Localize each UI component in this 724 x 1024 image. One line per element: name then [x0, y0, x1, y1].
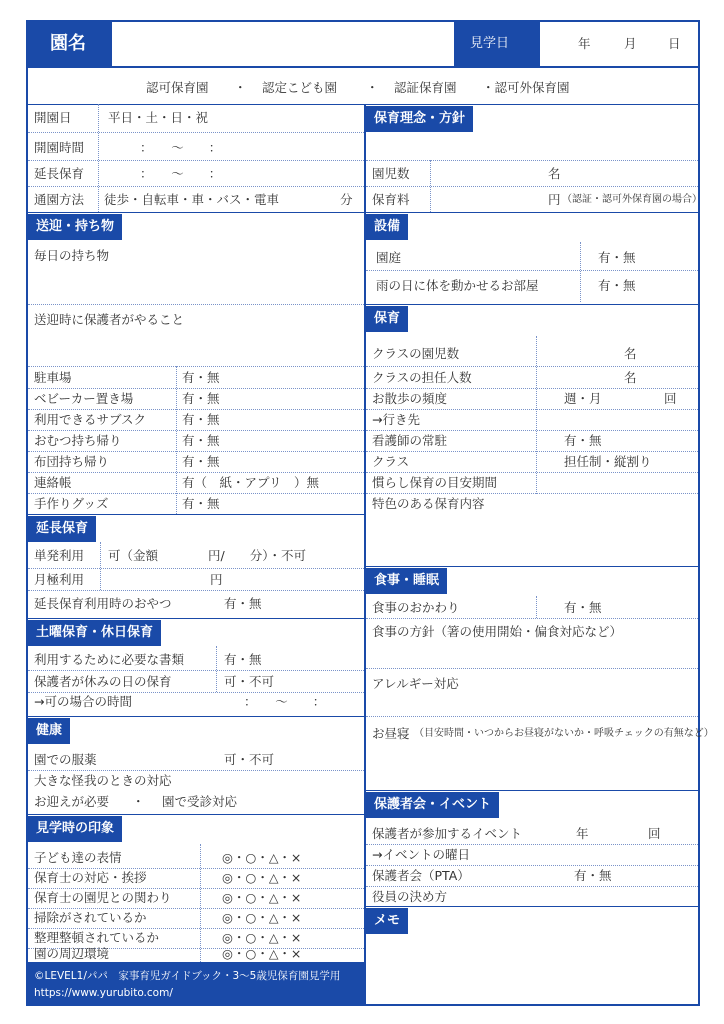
- divider: [28, 104, 698, 105]
- row-line: [28, 670, 364, 671]
- pta-section-header: 保護者会・イベント: [366, 792, 499, 818]
- meal-section-header: 食事・睡眠: [366, 568, 447, 594]
- row-line: [28, 366, 364, 367]
- row-line: [28, 568, 364, 569]
- class-style-value[interactable]: 担任制・縦割り: [564, 454, 652, 469]
- pickup-needed-option[interactable]: お迎えが必要: [34, 794, 110, 809]
- fee-label: 保育料: [372, 192, 410, 207]
- walk-value[interactable]: 週・月: [564, 391, 602, 406]
- open-days-value[interactable]: 平日・土・日・祝: [108, 110, 209, 125]
- footer-credit: ©LEVEL1/パパ 家事育児ガイドブック・3～5歳児保育園見学用: [34, 970, 341, 982]
- extended-hours-value[interactable]: ： ～ ：: [140, 166, 222, 181]
- pickup-row-value[interactable]: 有・無: [182, 370, 220, 385]
- seconds-label: 食事のおかわり: [372, 600, 460, 615]
- daily-items-label: 毎日の持ち物: [34, 248, 110, 263]
- pickup-row-label: おむつ持ち帰り: [34, 433, 122, 448]
- divider: [28, 514, 364, 515]
- memo-section-header: メモ: [366, 908, 408, 934]
- visit-date-label: 見学日: [470, 36, 510, 51]
- medicine-label: 園での服薬: [34, 752, 97, 767]
- garden-value[interactable]: 有・無: [598, 250, 636, 265]
- row-line: [28, 132, 364, 133]
- single-use-value[interactable]: 可（金額 円/ 分）・不可: [108, 548, 306, 563]
- col-line: [100, 542, 101, 590]
- impression-row-label: 整理整頓されているか: [34, 930, 160, 945]
- injury-label: 大きな怪我のときの対応: [34, 773, 172, 788]
- snack-value[interactable]: 有・無: [224, 596, 262, 611]
- class-teachers-unit: 名: [624, 370, 637, 385]
- garden-label: 園庭: [376, 250, 402, 265]
- pickup-row-label: 利用できるサブスク: [34, 412, 147, 427]
- events-unit: 回: [648, 826, 661, 841]
- nap-note: （目安時間・いつからお昼寝がないか・呼吸チェックの有無など）: [414, 728, 714, 739]
- impression-row-label: 保育士の対応・挨拶: [34, 870, 147, 885]
- row-line: [366, 186, 698, 187]
- open-days-label: 開園日: [34, 110, 72, 125]
- nurse-label: 看護師の常駐: [372, 433, 448, 448]
- impression-row-rating[interactable]: ◎・○・△・×: [222, 890, 302, 905]
- pickup-row-value[interactable]: 有・無: [182, 433, 220, 448]
- fee-note: （認証・認可外保育園の場合）: [562, 194, 702, 205]
- row-line: [366, 716, 698, 717]
- fee-unit: 円: [548, 192, 561, 207]
- col-line: [430, 160, 431, 212]
- col-line: [176, 366, 177, 514]
- hours-label: 開園時間: [34, 140, 85, 155]
- impression-row-rating[interactable]: ◎・○・△・×: [222, 910, 302, 925]
- class-children-label: クラスの園児数: [372, 346, 460, 361]
- class-children-unit: 名: [624, 346, 637, 361]
- extended-hours-label: 延長保育: [34, 166, 85, 181]
- facility-type-dot-1: ・: [234, 80, 247, 95]
- docs-label: 利用するために必要な書類: [34, 652, 185, 667]
- impression-row-rating[interactable]: ◎・○・△・×: [222, 850, 302, 865]
- impression-row-rating[interactable]: ◎・○・△・×: [222, 930, 302, 945]
- col-line: [536, 596, 537, 618]
- impression-row-label: 掃除がされているか: [34, 910, 147, 925]
- commute-label: 通園方法: [34, 192, 85, 207]
- impression-row-label: 園の周辺環境: [34, 946, 110, 961]
- philosophy-section-header: 保育理念・方針: [366, 106, 473, 132]
- care-section-header: 保育: [366, 306, 408, 332]
- pickup-row-value[interactable]: 有・無: [182, 496, 220, 511]
- pta-value[interactable]: 有・無: [574, 868, 612, 883]
- health-section-header: 健康: [28, 718, 70, 744]
- docs-value[interactable]: 有・無: [224, 652, 262, 667]
- facility-type-dot-2: ・: [366, 80, 379, 95]
- row-line: [366, 366, 698, 367]
- top-bar: [28, 22, 698, 68]
- children-count-label: 園児数: [372, 166, 410, 181]
- class-style-label: クラス: [372, 454, 410, 469]
- walk-label: お散歩の頻度: [372, 391, 448, 406]
- pickup-row-label: 手作りグッズ: [34, 496, 109, 511]
- visit-checklist-sheet: [26, 20, 714, 1006]
- col-line: [98, 104, 99, 212]
- class-teachers-label: クラスの担任人数: [372, 370, 472, 385]
- divider: [28, 618, 364, 619]
- hospital-option[interactable]: 園で受診対応: [162, 794, 238, 809]
- pickup-row-value[interactable]: 有・無: [182, 412, 220, 427]
- impression-row-label: 子ども達の表情: [34, 850, 122, 865]
- officer-label: 役員の決め方: [372, 889, 448, 904]
- row-line: [28, 304, 364, 305]
- adjust-period-label: 慣らし保育の目安期間: [372, 475, 498, 490]
- divider: [366, 566, 698, 567]
- rainy-room-value[interactable]: 有・無: [598, 278, 636, 293]
- events-year: 年: [576, 826, 589, 841]
- row-line: [366, 270, 698, 271]
- divider: [366, 790, 698, 791]
- impression-section-header: 見学時の印象: [28, 816, 122, 842]
- monthly-use-unit: 円: [210, 572, 223, 587]
- facility-type-unauthorized[interactable]: ・認可外保育園: [482, 80, 570, 95]
- visit-day-field[interactable]: 日: [668, 36, 681, 51]
- saturday-section-header: 土曜保育・休日保育: [28, 620, 161, 646]
- parent-off-value[interactable]: 可・不可: [224, 674, 275, 689]
- walk-unit: 回: [664, 391, 677, 406]
- pickup-row-value[interactable]: 有・無: [182, 391, 220, 406]
- divider: [366, 212, 698, 213]
- single-use-label: 単発利用: [34, 548, 85, 563]
- impression-row-label: 保育士の園児との関わり: [34, 890, 172, 905]
- visit-month-field[interactable]: 月: [624, 36, 637, 51]
- event-weekday-label: →イベントの曜日: [372, 847, 470, 862]
- commute-unit: 分: [340, 192, 353, 207]
- pickup-row-value[interactable]: 有（ 紙・アプリ ）無: [182, 475, 320, 490]
- pickup-row-label: 布団持ち帰り: [34, 454, 110, 469]
- row-line: [28, 590, 364, 591]
- destination-label: →行き先: [372, 412, 420, 427]
- extended-care-section-header: 延長保育: [28, 516, 96, 542]
- meal-policy-label: 食事の方針（箸の使用開始・偏食対応など）: [372, 624, 623, 639]
- facility-type-authorized[interactable]: 認可保育園: [146, 80, 209, 95]
- col-line: [536, 336, 537, 494]
- pickup-row-label: 連絡帳: [34, 475, 72, 490]
- memo-area[interactable]: [366, 936, 698, 1006]
- pickup-row-label: ベビーカー置き場: [34, 391, 134, 406]
- footer-url[interactable]: https://www.yurubito.com/: [34, 987, 173, 999]
- parent-tasks-label: 送迎時に保護者がやること: [34, 312, 185, 327]
- medicine-value[interactable]: 可・不可: [224, 752, 275, 767]
- row-line: [28, 186, 364, 187]
- impression-row-rating[interactable]: ◎・○・△・×: [222, 946, 302, 961]
- saturday-time-value[interactable]: ： ～ ：: [244, 694, 326, 709]
- divider: [28, 716, 364, 717]
- monthly-use-label: 月極利用: [34, 572, 85, 587]
- events-label: 保護者が参加するイベント: [372, 826, 523, 841]
- impression-row-rating[interactable]: ◎・○・△・×: [222, 870, 302, 885]
- divider: [366, 304, 698, 305]
- row-line: [366, 668, 698, 669]
- col-line: [216, 646, 217, 692]
- special-care-label: 特色のある保育内容: [372, 496, 485, 511]
- nurse-value[interactable]: 有・無: [564, 433, 602, 448]
- pickup-row-value[interactable]: 有・無: [182, 454, 220, 469]
- divider: [366, 906, 698, 907]
- facility-type-kodomoen[interactable]: 認定こども園: [262, 80, 338, 95]
- col-line: [580, 242, 581, 302]
- divider: [28, 814, 364, 815]
- children-count-unit: 名: [548, 166, 561, 181]
- hours-value[interactable]: ： ～ ：: [140, 140, 222, 155]
- snack-label: 延長保育利用時のおやつ: [34, 596, 172, 611]
- saturday-time-label: →可の場合の時間: [34, 694, 132, 709]
- pta-label: 保護者会（PTA）: [372, 868, 470, 883]
- rainy-room-label: 雨の日に体を動かせるお部屋: [376, 278, 539, 293]
- pickup-section-header: 送迎・持ち物: [28, 214, 122, 240]
- row-line: [366, 618, 698, 619]
- row-line: [366, 160, 698, 161]
- parent-off-label: 保護者が休みの日の保育: [34, 674, 172, 689]
- visit-year-field[interactable]: 年: [578, 36, 591, 51]
- row-line: [28, 160, 364, 161]
- injury-dot: ・: [132, 794, 145, 809]
- commute-value[interactable]: 徒歩・自転車・車・バス・電車: [104, 192, 280, 207]
- col-line: [200, 844, 201, 962]
- pickup-row-label: 駐車場: [34, 370, 72, 385]
- seconds-value[interactable]: 有・無: [564, 600, 602, 615]
- facility-type-certified[interactable]: 認証保育園: [394, 80, 457, 95]
- nap-label: お昼寝: [372, 726, 410, 741]
- facilities-section-header: 設備: [366, 214, 408, 240]
- divider: [28, 212, 364, 213]
- en-name-label: 園名: [50, 33, 86, 54]
- allergy-label: アレルギー対応: [372, 676, 459, 691]
